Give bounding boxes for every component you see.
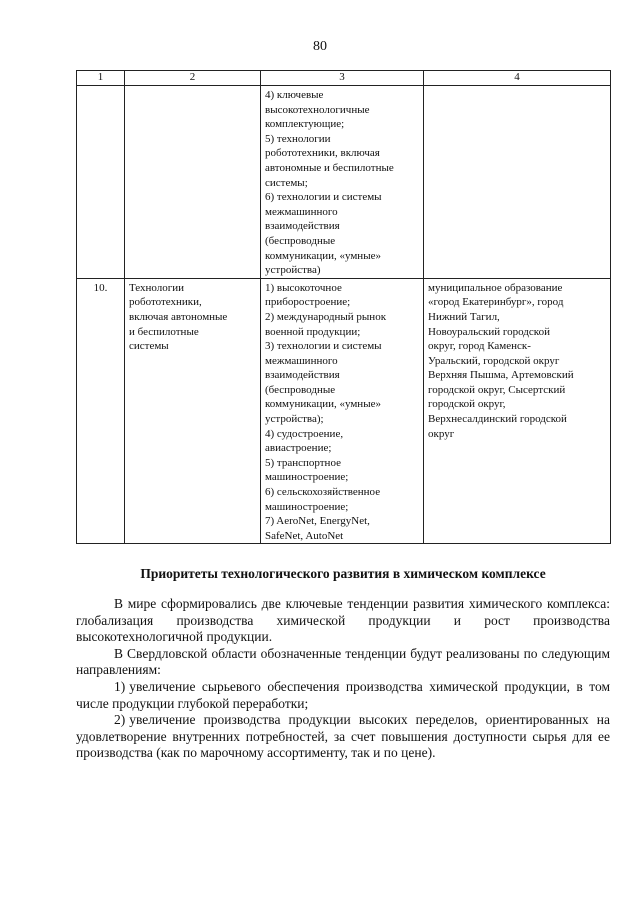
item-marker: 2) — [114, 712, 126, 728]
cell-line: Нижний Тагил, — [428, 310, 500, 323]
row-number-cell — [77, 86, 125, 279]
cell-line: 4) судостроение, — [265, 427, 344, 440]
item-text: увеличение производства продукции высоких переделов, ориентированных на удовлетворение внутренних потребностей, за счет повышения доступности сырья для ее производства (как по марочному ассортименту, так и по цене). — [76, 712, 610, 761]
paragraph: В мире сформировались две ключевые тенденции развития химического комплекса: глобализация производства химической продукции и рост производства высокотехнологичной продукции. — [76, 596, 610, 645]
cell-line: Новоуральский городской — [428, 325, 550, 338]
cell-line: робототехники, — [129, 296, 202, 309]
cell-line: округ, город Каменск- — [428, 340, 531, 353]
cell-line: авиастроение; — [265, 442, 332, 455]
table-header-row — [77, 71, 611, 86]
cell-line: городской округ, Сысертский — [428, 383, 566, 396]
cell-line: высокотехнологичные — [265, 103, 370, 116]
section-body — [76, 596, 610, 762]
column-header-2: 2 — [125, 71, 261, 86]
column-header-3: 3 — [261, 71, 424, 86]
cell-line: (беспроводные — [265, 234, 336, 247]
cell-line: Верхнесалдинский городской — [428, 413, 567, 426]
cell-line: 6) сельскохозяйственное — [265, 486, 381, 499]
cell-line: межмашинного — [265, 354, 338, 367]
column-header-4: 4 — [424, 71, 611, 86]
cell-line: Технологии — [129, 281, 185, 294]
column-header-1: 1 — [77, 71, 125, 86]
cell-line: автономные и беспилотные — [265, 161, 394, 174]
cell-line: 5) технологии — [265, 132, 331, 145]
cell-line: 5) транспортное — [265, 456, 341, 469]
cell-line: системы — [129, 340, 169, 353]
cell-line: военной продукции; — [265, 325, 361, 338]
cell-line: Уральский, городской округ — [428, 354, 560, 367]
cell-line: 3) технологии и системы — [265, 340, 382, 353]
row-number-cell: 10. — [77, 278, 125, 544]
markets-cell — [261, 278, 424, 544]
cell-line: муниципальное образование — [428, 281, 563, 294]
cell-line: 1) высокоточное — [265, 281, 342, 294]
page-number: 80 — [313, 39, 327, 54]
cell-line: включая автономные — [129, 310, 228, 323]
numbered-item — [76, 712, 610, 762]
cell-line: приборостроение; — [265, 296, 351, 309]
section-heading: Приоритеты технологического развития в химическом комплексе — [140, 566, 546, 581]
municipalities-cell — [424, 278, 611, 544]
cell-line: устройства) — [265, 264, 321, 277]
cell-line: машиностроение; — [265, 500, 349, 513]
cell-line: «город Екатеринбург», город — [428, 296, 564, 309]
cell-line: SafeNet, AutoNet — [265, 529, 344, 542]
cell-line: 4) ключевые — [265, 89, 324, 101]
cell-line: Верхняя Пышма, Артемовский — [428, 369, 574, 382]
table-row — [77, 86, 611, 279]
cell-line: комплектующие; — [265, 118, 345, 131]
item-marker: 1) — [114, 678, 126, 694]
markets-cell — [261, 86, 424, 279]
item-text: увеличение сырьевого обеспечения производства химической продукции, в том числе продукции глубокой переработки; — [76, 678, 610, 711]
technology-cell — [125, 278, 261, 544]
cell-line: и беспилотные — [129, 325, 199, 338]
cell-line: коммуникации, «умные» — [265, 398, 381, 411]
cell-line: 6) технологии и системы — [265, 191, 382, 204]
cell-line: взаимодействия — [265, 220, 340, 233]
numbered-item — [76, 679, 610, 712]
cell-line: робототехники, включая — [265, 147, 380, 160]
cell-line: 2) международный рынок — [265, 310, 387, 323]
cell-line: городской округ, — [428, 398, 506, 411]
cell-line: округ — [428, 427, 455, 440]
cell-line: коммуникации, «умные» — [265, 249, 381, 262]
cell-line: (беспроводные — [265, 383, 336, 396]
priorities-table — [76, 70, 611, 544]
cell-line: системы; — [265, 176, 308, 189]
paragraph: В Свердловской области обозначенные тенденции будут реализованы по следующим направлениям: — [76, 645, 610, 678]
municipalities-cell — [424, 86, 611, 279]
cell-line: машиностроение; — [265, 471, 349, 484]
cell-line: межмашинного — [265, 205, 338, 218]
cell-line: взаимодействия — [265, 369, 340, 382]
table-row — [77, 278, 611, 544]
cell-line: устройства); — [265, 413, 324, 426]
technology-cell — [125, 86, 261, 279]
cell-line: 7) AeroNet, EnergyNet, — [265, 515, 370, 528]
